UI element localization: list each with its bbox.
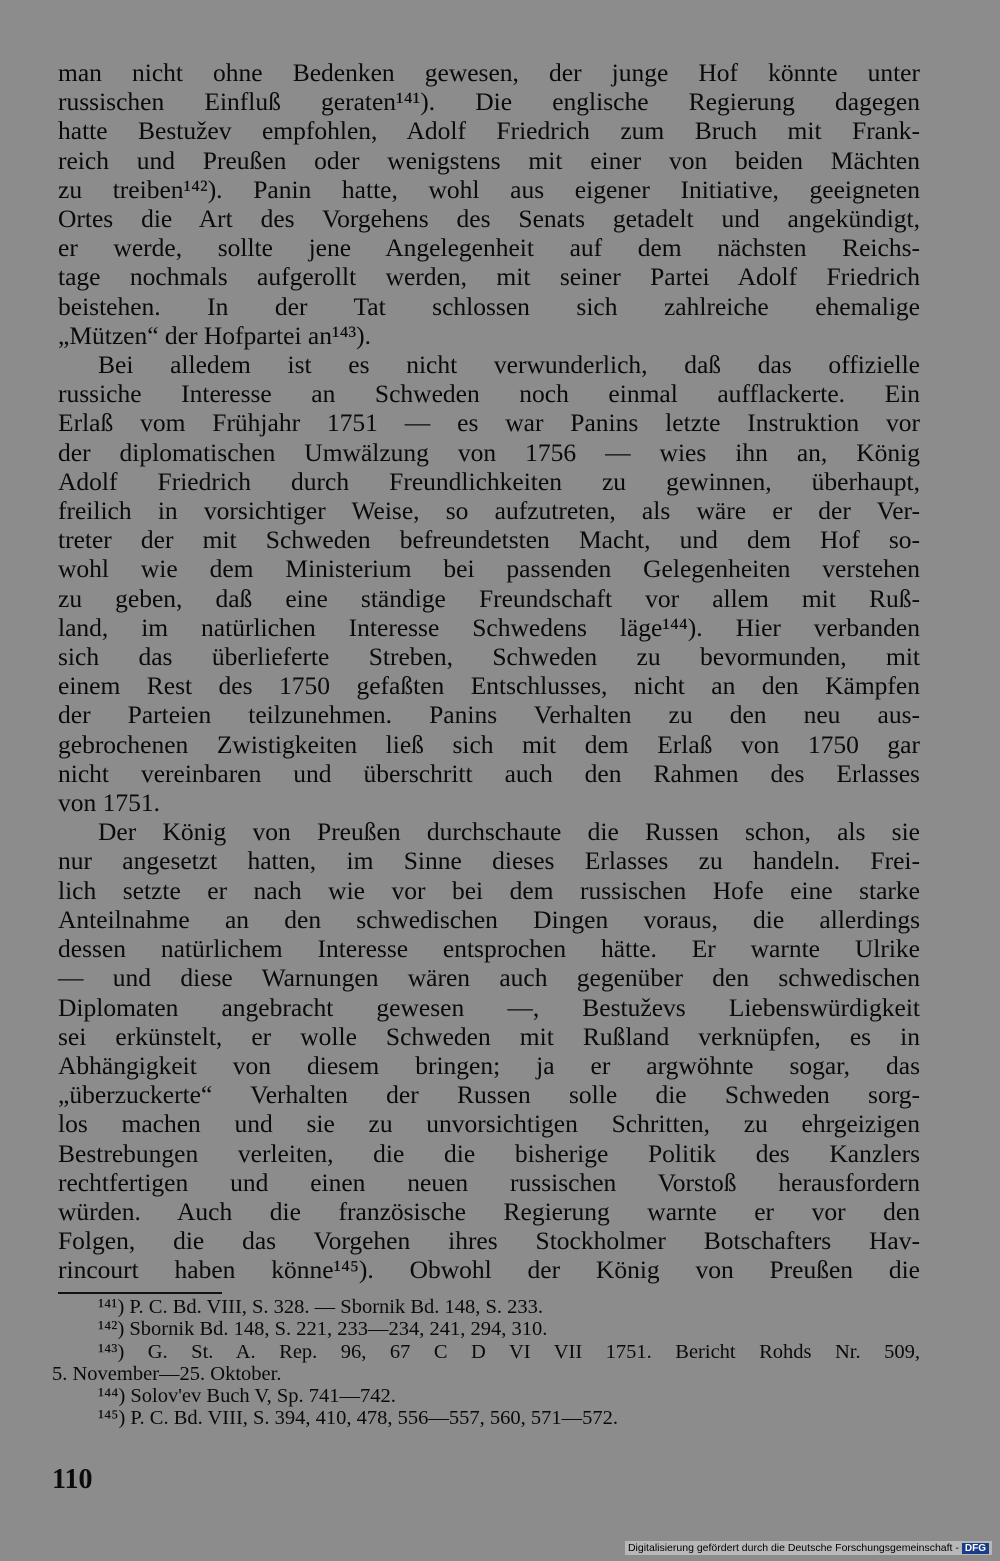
footnotes bbox=[52, 1296, 920, 1430]
text-line: Bestrebungen verleiten, die die bisherige Politik des Kanzlers bbox=[58, 1138, 920, 1168]
text-line: von 1751. bbox=[58, 788, 160, 818]
text-line: einem Rest des 1750 gefaßten Entschlusses, nicht an den Kämpfen bbox=[58, 671, 920, 701]
text-line: der Parteien teilzunehmen. Panins Verhalten zu den neu aus- bbox=[58, 700, 920, 730]
text-line: los machen und sie zu unvorsichtigen Schritten, zu ehrgeizigen bbox=[58, 1109, 920, 1139]
text-line: Diplomaten angebracht gewesen —, Bestuževs Liebenswürdigkeit bbox=[58, 992, 920, 1022]
text-line: rincourt haben könne¹⁴⁵). Obwohl der König von Preußen die bbox=[58, 1255, 920, 1285]
text-line: er werde, sollte jene Angelegenheit auf dem nächsten Reichs- bbox=[58, 233, 920, 263]
text-line: treter der mit Schweden befreundetsten Macht, und dem Hof so- bbox=[58, 525, 920, 555]
text-line: beistehen. In der Tat schlossen sich zahlreiche ehemalige bbox=[58, 291, 920, 321]
text-line: Bei alledem ist es nicht verwunderlich, daß das offizielle bbox=[98, 350, 920, 380]
text-line: sei erkünstelt, er wolle Schweden mit Rußland verknüpfen, es in bbox=[58, 1021, 920, 1051]
footnote: ¹⁴⁵) P. C. Bd. VIII, S. 394, 410, 478, 556—557, 560, 571—572. bbox=[98, 1407, 619, 1430]
text-line: der diplomatischen Umwälzung von 1756 — wies ihn an, König bbox=[58, 437, 920, 467]
text-line: hatte Bestužev empfohlen, Adolf Friedrich zum Bruch mit Frank- bbox=[58, 116, 920, 146]
digitization-credit bbox=[625, 1541, 992, 1555]
text-line: zu geben, daß eine ständige Freundschaft vor allem mit Ruß- bbox=[58, 583, 920, 613]
text-line: reich und Preußen oder wenigstens mit einer von beiden Mächten bbox=[58, 145, 920, 175]
page-number: 110 bbox=[52, 1464, 93, 1495]
text-line: Folgen, die das Vorgehen ihres Stockholmer Botschafters Hav- bbox=[58, 1226, 920, 1256]
text-line: man nicht ohne Bedenken gewesen, der junge Hof könnte unter bbox=[58, 58, 920, 87]
footnote: ¹⁴³) G. St. A. Rep. 96, 67 C D VI VII 1751. Bericht Rohds Nr. 509, bbox=[98, 1340, 920, 1363]
text-line: würden. Auch die französische Regierung warnte er vor den bbox=[58, 1196, 920, 1226]
text-line: zu treiben¹⁴²). Panin hatte, wohl aus eigener Initiative, geeigneten bbox=[58, 174, 920, 204]
text-line: wohl wie dem Ministerium bei passenden Gelegenheiten verstehen bbox=[58, 554, 920, 584]
text-line: nur angesetzt hatten, im Sinne dieses Erlasses zu handeln. Frei- bbox=[58, 846, 920, 876]
body-text bbox=[58, 58, 920, 1285]
text-line: — und diese Warnungen wären auch gegenüber den schwedischen bbox=[58, 963, 920, 993]
text-line: Adolf Friedrich durch Freundlichkeiten zu gewinnen, überhaupt, bbox=[58, 466, 920, 496]
text-line: lich setzte er nach wie vor bei dem russischen Hofe eine starke bbox=[58, 875, 920, 905]
text-line: land, im natürlichen Interesse Schwedens läge¹⁴⁴). Hier verbanden bbox=[58, 612, 920, 642]
footnote-divider bbox=[58, 1292, 222, 1294]
text-line: gebrochenen Zwistigkeiten ließ sich mit dem Erlaß von 1750 gar bbox=[58, 729, 920, 759]
text-line: nicht vereinbaren und überschritt auch den Rahmen des Erlasses bbox=[58, 758, 920, 788]
text-line: tage nochmals aufgerollt werden, mit seiner Partei Adolf Friedrich bbox=[58, 262, 920, 292]
text-line: russischen Einfluß geraten¹⁴¹). Die englische Regierung dagegen bbox=[58, 87, 920, 117]
text-line: rechtfertigen und einen neuen russischen Vorstoß herausfordern bbox=[58, 1167, 920, 1197]
text-line: Anteilnahme an den schwedischen Dingen voraus, die allerdings bbox=[58, 904, 920, 934]
footnote: ¹⁴²) Sbornik Bd. 148, S. 221, 233—234, 241, 294, 310. bbox=[98, 1318, 548, 1341]
text-line: Erlaß vom Frühjahr 1751 — es war Panins letzte Instruktion vor bbox=[58, 408, 920, 438]
text-line: russiche Interesse an Schweden noch einmal aufflackerte. Ein bbox=[58, 379, 920, 409]
text-line: „Mützen“ der Hofpartei an¹⁴³). bbox=[58, 320, 372, 350]
credit-text: Digitalisierung gefördert durch die Deutsche Forschungsgemeinschaft - bbox=[627, 1542, 959, 1554]
text-line: freilich in vorsichtiger Weise, so aufzutreten, als wäre er der Ver- bbox=[58, 496, 920, 526]
text-line: Abhängigkeit von diesem bringen; ja er argwöhnte sogar, das bbox=[58, 1050, 920, 1080]
footnote: ¹⁴¹) P. C. Bd. VIII, S. 328. — Sbornik Bd. 148, S. 233. bbox=[98, 1296, 544, 1318]
text-line: sich das überlieferte Streben, Schweden zu bevormunden, mit bbox=[58, 642, 920, 672]
text-line: „überzuckerte“ Verhalten der Russen solle die Schweden sorg- bbox=[58, 1080, 920, 1110]
footnote-continuation: 5. November—25. Oktober. bbox=[52, 1362, 282, 1385]
text-line: dessen natürlichem Interesse entsprochen hätte. Er warnte Ulrike bbox=[58, 934, 920, 964]
text-line: Ortes die Art des Vorgehens des Senats getadelt und angekündigt, bbox=[58, 204, 920, 234]
dfg-logo: DFG bbox=[962, 1543, 989, 1554]
footnote: ¹⁴⁴) Solov'ev Buch V, Sp. 741—742. bbox=[98, 1385, 396, 1408]
text-line: Der König von Preußen durchschaute die Russen schon, als sie bbox=[98, 817, 920, 847]
